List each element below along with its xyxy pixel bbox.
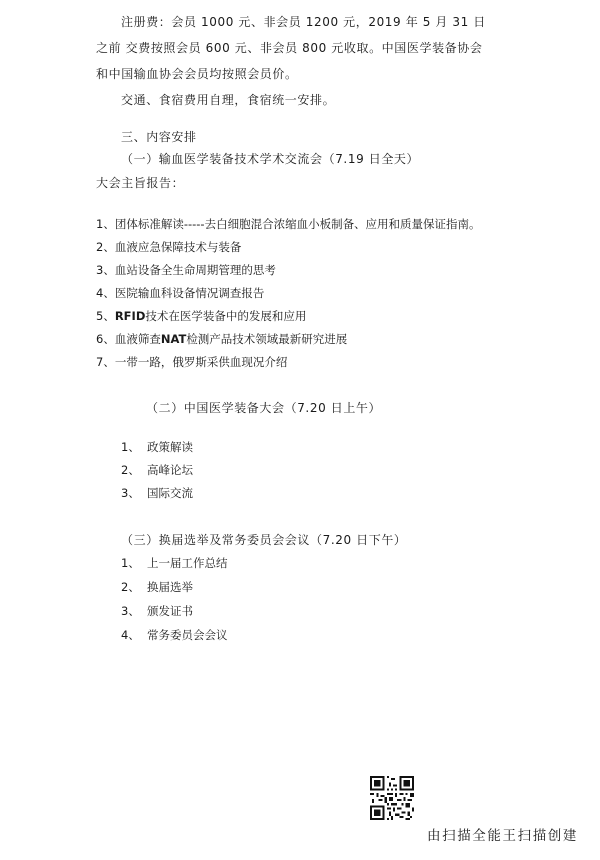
item-number: 3、 xyxy=(121,604,140,618)
session-1-item-5 xyxy=(96,311,306,323)
session-3-item-4 xyxy=(121,630,228,642)
session-2-item-3 xyxy=(121,488,193,500)
item-text: 检测产品技术领域最新研究进展 xyxy=(186,332,348,346)
lodging-line: 交通、食宿费用自理，食宿统一安排。 xyxy=(121,93,336,107)
item-text: 颁发证书 xyxy=(147,604,193,618)
item-text: 1、团体标准解读-----去白细胞混合浓缩血小板制备、应用和质量保证指南。 xyxy=(96,217,481,231)
item-number: 2、 xyxy=(121,463,140,477)
item-text: 换届选举 xyxy=(147,580,193,594)
item-text: 4、医院输血科设备情况调查报告 xyxy=(96,286,265,300)
scanner-watermark: 由扫描全能王扫描创建 xyxy=(427,828,578,844)
fee-line-2: 之前 交费按照会员 600 元、非会员 800 元收取。中国医学装备协会 xyxy=(96,41,483,55)
session-1-item-7 xyxy=(96,357,287,369)
item-bold-term: NAT xyxy=(160,332,187,346)
session-3-item-2 xyxy=(121,582,193,594)
item-text: 7、一带一路，俄罗斯采供血现况介绍 xyxy=(96,355,288,369)
session-1-item-1 xyxy=(96,219,481,231)
item-number: 3、 xyxy=(121,486,140,500)
item-text: 高峰论坛 xyxy=(147,463,193,477)
content-heading: 三、内容安排 xyxy=(121,130,197,144)
item-text: 6、血液筛查 xyxy=(96,332,161,346)
session-3-item-1 xyxy=(121,558,228,570)
item-number: 4、 xyxy=(121,628,140,642)
item-text: 2、血液应急保障技术与装备 xyxy=(96,240,242,254)
item-text: 3、血站设备全生命周期管理的思考 xyxy=(96,263,276,277)
session-1-item-2 xyxy=(96,242,241,254)
item-number: 1、 xyxy=(121,556,140,570)
item-text: 国际交流 xyxy=(147,486,193,500)
item-number: 1、 xyxy=(121,440,140,454)
qr-code-icon xyxy=(370,776,414,820)
session-3-item-3 xyxy=(121,606,193,618)
session-1-item-6 xyxy=(96,334,347,346)
session-2-item-1 xyxy=(121,442,193,454)
session-1-item-4 xyxy=(96,288,264,300)
item-text: 技术在医学装备中的发展和应用 xyxy=(145,309,307,323)
item-text: 5、 xyxy=(96,309,115,323)
session-1-item-3 xyxy=(96,265,276,277)
fee-line-3: 和中国输血协会会员均按照会员价。 xyxy=(96,67,298,81)
session-2-title: （二）中国医学装备大会（7.20 日上午） xyxy=(146,401,382,415)
item-bold-term: RFID xyxy=(114,309,146,323)
fee-line-1: 注册费：会员 1000 元、非会员 1200 元，2019 年 5 月 31 日 xyxy=(121,15,486,29)
item-number: 2、 xyxy=(121,580,140,594)
item-text: 政策解读 xyxy=(147,440,193,454)
session-1-subtitle: 大会主旨报告： xyxy=(96,176,185,190)
session-2-item-2 xyxy=(121,465,193,477)
item-text: 上一届工作总结 xyxy=(147,556,228,570)
item-text: 常务委员会会议 xyxy=(147,628,228,642)
session-3-title: （三）换届选举及常务委员会会议（7.20 日下午） xyxy=(121,533,407,547)
session-1-title: （一）输血医学装备技术学术交流会（7.19 日全天） xyxy=(121,152,420,166)
